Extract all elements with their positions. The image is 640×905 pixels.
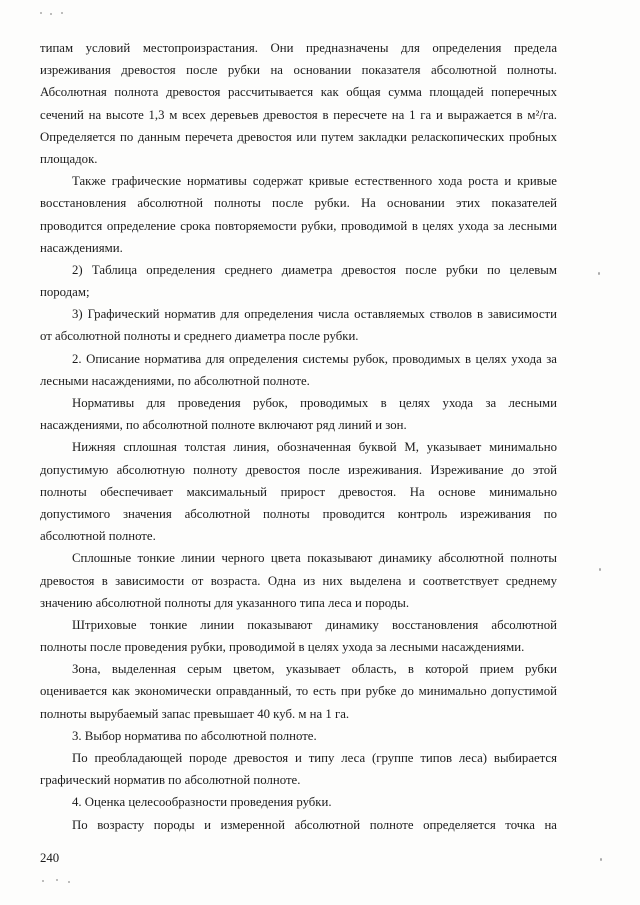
text-line: породам; xyxy=(40,285,90,300)
text-line: 4. Оценка целесообразности проведения рубки. xyxy=(72,795,332,810)
paragraph xyxy=(40,614,557,658)
body-text xyxy=(40,37,557,836)
paragraph xyxy=(40,747,557,791)
text-line: оценивается как экономически оправданный, то есть при рубке до минимально допустимой xyxy=(40,684,557,699)
text-line: Штриховые тонкие линии показывают динамику восстановления абсолютной xyxy=(72,617,557,632)
paragraph xyxy=(40,259,557,303)
text-line: допустимого значения абсолютной полноты проводится контроль изреживания по xyxy=(40,506,557,521)
paragraph xyxy=(40,658,557,725)
paragraph xyxy=(40,392,557,436)
scan-speck xyxy=(599,568,601,571)
paragraph xyxy=(40,791,557,813)
scan-speck xyxy=(68,881,70,883)
text-line: По возрасту породы и измеренной абсолютной полноте определяется точка на xyxy=(72,817,557,832)
text-line: графический норматив по абсолютной полноте. xyxy=(40,773,301,788)
scan-speck xyxy=(40,12,42,14)
text-line: полноты после проведения рубки, проводимой в целях ухода за лесными насаждениями. xyxy=(40,640,525,655)
text-line: Определяется по данным перечета древостоя или путем закладки реласкопических пробных xyxy=(40,129,557,144)
paragraph xyxy=(40,814,557,836)
paragraph xyxy=(40,436,557,547)
text-line: насаждениями. xyxy=(40,240,123,255)
text-line: Также графические нормативы содержат кривые естественного хода роста и кривые xyxy=(72,174,557,189)
paragraph xyxy=(40,170,557,259)
text-line: типам условий местопроизрастания. Они предназначены для определения предела xyxy=(40,41,557,55)
text-line: Абсолютная полнота древостоя рассчитывается как общая сумма площадей поперечных xyxy=(40,85,557,100)
text-line: от абсолютной полноты и среднего диаметра после рубки. xyxy=(40,329,359,344)
text-line: насаждениями, по абсолютной полноте включают ряд линий и зон. xyxy=(40,418,407,433)
text-line: допустимую абсолютную полноту древостоя после изреживания. Изреживание до этой xyxy=(40,462,557,477)
text-line: Нижняя сплошная толстая линия, обозначенная буквой М, указывает минимально xyxy=(72,440,557,455)
paragraph xyxy=(40,547,557,614)
text-line: абсолютной полноте. xyxy=(40,529,156,544)
paragraph xyxy=(40,725,557,747)
scan-speck xyxy=(50,13,52,15)
text-line: древостоя в зависимости от возраста. Одна из них выделена и соответствует среднему xyxy=(40,573,557,588)
paragraph xyxy=(40,348,557,392)
text-line: сечений на высоте 1,3 м всех деревьев древостоя в пересчете на 1 га и выражается в м²/га. xyxy=(40,107,557,122)
scan-speck xyxy=(61,12,63,14)
text-line: лесными насаждениями, по абсолютной полноте. xyxy=(40,373,310,388)
text-line: Сплошные тонкие линии черного цвета показывают динамику абсолютной полноты xyxy=(72,551,557,566)
text-line: 3. Выбор норматива по абсолютной полноте. xyxy=(72,728,317,743)
scan-speck xyxy=(600,858,602,861)
text-line: изреживания древостоя после рубки на основании показателя абсолютной полноты. xyxy=(40,63,557,78)
text-line: значению абсолютной полноты для указанного типа леса и породы. xyxy=(40,595,410,610)
text-line: полноты вырубаемый запас превышает 40 куб. м на 1 га. xyxy=(40,706,350,721)
paragraph xyxy=(40,37,557,170)
scan-speck xyxy=(56,879,58,881)
text-line: По преобладающей породе древостоя и типу леса (группе типов леса) выбирается xyxy=(72,751,557,765)
page-number: 240 xyxy=(40,851,60,865)
text-line: Нормативы для проведения рубок, проводимых в целях ухода за лесными xyxy=(72,396,557,410)
text-line: полноты обеспечивает максимальный прирост древостоя. На основе минимально xyxy=(40,484,557,499)
scan-speck xyxy=(42,880,44,882)
text-line: проводится определение срока повторяемости рубки, проводимой в целях ухода за лесными xyxy=(40,218,557,233)
scan-speck xyxy=(598,272,600,275)
text-line: Зона, выделенная серым цветом, указывает область, в которой прием рубки xyxy=(72,662,557,677)
text-line: 2. Описание норматива для определения системы рубок, проводимых в целях ухода за xyxy=(72,351,557,366)
text-line: 3) Графический норматив для определения числа оставляемых стволов в зависимости xyxy=(72,307,557,322)
text-line: восстановления абсолютной полноты после рубки. На основании этих показателей xyxy=(40,196,557,211)
text-line: 2) Таблица определения среднего диаметра древостоя после рубки по целевым xyxy=(72,262,557,277)
text-line: площадок. xyxy=(40,151,98,166)
paragraph xyxy=(40,303,557,347)
